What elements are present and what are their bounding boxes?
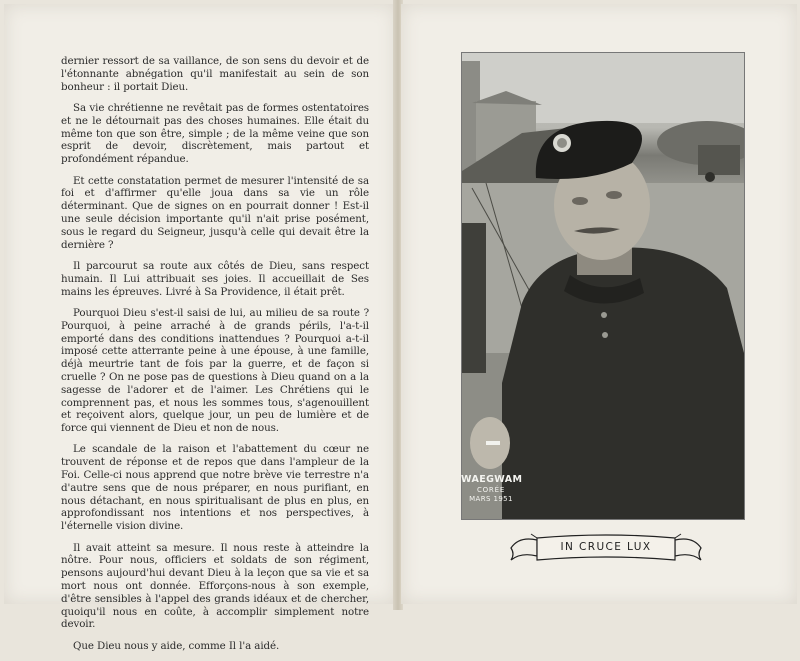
- paragraph: Il avait atteint sa mesure. Il nous reste à atteindre la nôtre. Pour nous, officiers et soldats de son régiment, pensons aujourd'hui devant Dieu à la leçon que sa vie et sa mort nous ont donnée. Efforçons-nous à son exemple, d'être sensibles à l'appel des grands idéaux et de chercher, quoiqu'il nous en coûte, à accomplir simplement notre devoir.: [61, 541, 369, 631]
- paragraph: Et cette constatation permet de mesurer l'intensité de sa foi et d'affirmer qu'elle joua dans sa vie un rôle déterminant. Que de signes on en pourrait donner ! Est-il une seule décision importante qu'il n'ait prise posément, sous le regard du Seigneur, jusqu'à celle qui devait être la dernière ?: [61, 174, 369, 251]
- caption-place: WAEGWAM: [461, 474, 523, 485]
- caption-date: MARS 1951: [469, 495, 513, 503]
- banner-motto: IN CRUCE LUX: [560, 541, 652, 553]
- photo-caption: [461, 474, 521, 503]
- left-page-text: [61, 55, 369, 661]
- left-page: [4, 4, 397, 652]
- caption-country: CORÉE: [476, 486, 506, 494]
- paragraph: dernier ressort de sa vaillance, de son sens du devoir et de l'étonnante abnégation qu'il manifestait au sein de son bonheur : il portait Dieu.: [61, 55, 369, 93]
- paragraph: Le scandale de la raison et l'abattement du cœur ne trouvent de réponse et de repos que dans l'ampleur de la Foi. Celle-ci nous apprend que notre brève vie terrestre n'a d'autre sens que de nous préparer, en nous purifiant, en nous détachant, en nous spiritualisant de plus en plus, en approfondissant nos intentions et nos perspectives, à l'éternelle vision divine.: [61, 443, 369, 533]
- paragraph: Il parcourut sa route aux côtés de Dieu, sans respect humain. Il Lui attribuait ses joies. Il accueillait de Ses mains les épreuves. Livré à Sa Providence, il était prêt.: [61, 259, 369, 298]
- portrait-photo: [461, 52, 745, 520]
- paragraph: Pourquoi Dieu s'est-il saisi de lui, au milieu de sa route ? Pourquoi, à peine arraché à de grands périls, l'a-t-il emporté dans des conditions inattendues ? Pourquoi a-t-il imposé cette atterrante peine à une épouse, à une famille, déjà meurtrie tant de fois par la guerre, et de façon si cruelle ? On ne pose pas de questions à Dieu quand on a la sagesse de l'adorer et de l'aimer. Les Chrétiens qui le comprennent pas, et nous les sommes tous, s'agenouillent et reçoivent alors, quelque jour, un peu de lumière et de force qui viennent de Dieu et non de nous.: [61, 306, 369, 435]
- paragraph: Sa vie chrétienne ne revêtait pas de formes ostentatoires et ne le détournait pas des choses humaines. Elle était du même ton que son être, simple ; de la même veine que son esprit de devoir, discrètement, mais partout et profondément répandue.: [61, 101, 369, 166]
- right-page: [400, 4, 797, 604]
- closing-prayer: Que Dieu nous y aide, comme Il l'a aidé.: [73, 639, 280, 652]
- portrait-illustration: [462, 53, 744, 519]
